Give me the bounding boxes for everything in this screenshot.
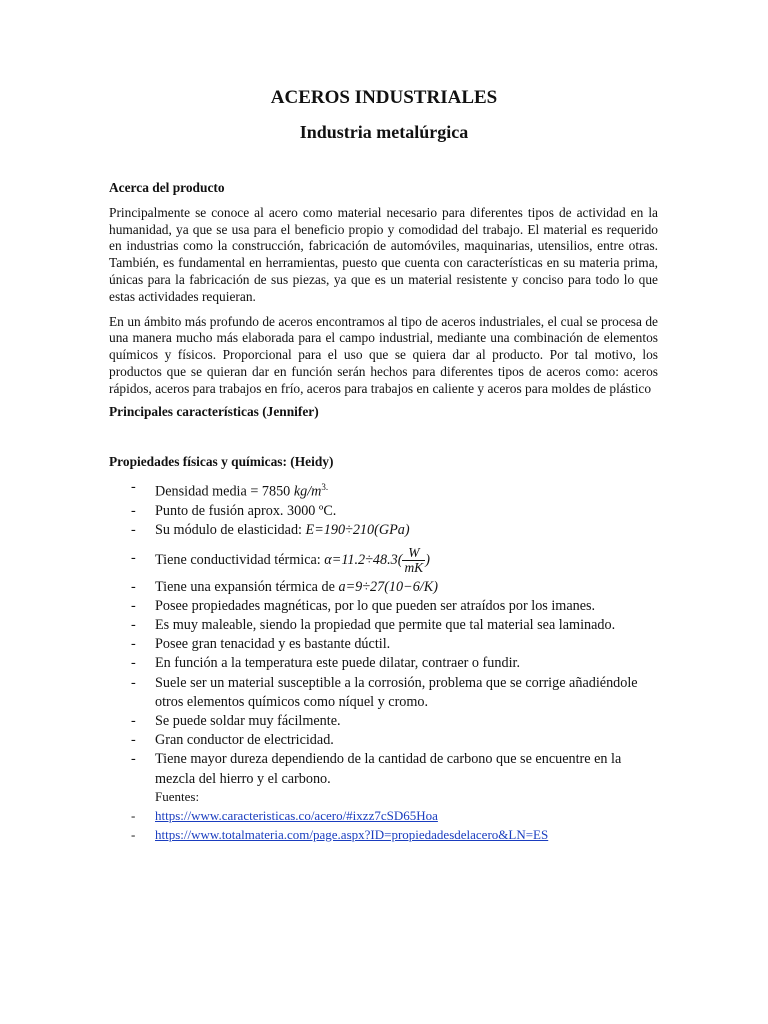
list-item	[109, 597, 658, 616]
list-item	[109, 731, 658, 750]
document-subtitle: Industria metalúrgica	[299, 122, 469, 142]
paragraph: En un ámbito más profundo de aceros encontramos al tipo de aceros industriales, el cual se procesa de una manera mucho más elaborada para el campo industrial, mediante una combinación de elementos químicos y físicos. Proporcional para el uso que se quiera dar al producto. Por tal motivo, los productos que se quieran dar en función serán hechos para diferentes tipos de aceros como: aceros rápidos, aceros para trabajos en frío, aceros para trabajos en caliente y aceros para moldes de plástico	[109, 313, 658, 396]
math-formula: a=9÷27(10−6/K)	[338, 578, 438, 595]
bullet-dash: -	[131, 597, 136, 614]
bullet-dash: -	[131, 807, 136, 823]
sources-list	[109, 806, 658, 844]
item-text: Tiene mayor dureza dependiendo de la cantidad de carbono que se encuentre en la mezcla del hierro y el carbono.	[155, 751, 622, 787]
item-text: Suele ser un material susceptible a la corrosión, problema que se corrige añadiéndole otros elementos químicos como níquel y cromo.	[155, 674, 638, 710]
bullet-dash: -	[131, 522, 136, 539]
math-fraction	[402, 546, 425, 575]
bullet-dash: -	[131, 674, 136, 691]
item-text: Es muy maleable, siendo la propiedad que permite que tal material sea laminado.	[155, 616, 616, 633]
list-item	[109, 616, 658, 635]
item-text: Punto de fusión aprox. 3000 ºC.	[155, 503, 337, 520]
document-title: ACEROS INDUSTRIALES	[270, 87, 498, 108]
math-close: )	[425, 551, 430, 568]
list-item	[109, 750, 658, 788]
item-text: Posee gran tenacidad y es bastante dúctil.	[155, 636, 391, 653]
bullet-dash: -	[131, 826, 136, 842]
section-heading-properties: Propiedades físicas y químicas: (Heidy)	[109, 454, 334, 470]
item-text: En función a la temperatura este puede dilatar, contraer o fundir.	[155, 655, 520, 672]
bullet-dash: -	[131, 479, 136, 496]
list-item	[109, 806, 658, 825]
bullet-dash: -	[131, 549, 136, 566]
math-unit: kg/m	[293, 483, 322, 500]
item-text: Gran conductor de electricidad.	[155, 732, 334, 749]
paragraph: Principalmente se conoce al acero como material necesario para diferentes tipos de actividad en la humanidad, ya que se usa para el beneficio propio y comodidad del trabajo. El material es requerido en industrias como la construcción, fabricación de automóviles, maquinarias, utensilios, entre otras. También, es fundamental en herramientas, puesto que cuenta con características en su materia prima, únicas para la fabricación de sus piezas, ya que es un material resistente y conciso para todo lo que estas actividades requieran.	[109, 204, 658, 304]
bullet-dash: -	[131, 636, 136, 653]
bullet-dash: -	[131, 732, 136, 749]
item-text: Tiene conductividad térmica:	[155, 551, 325, 568]
list-item	[109, 712, 658, 731]
bullet-dash: -	[131, 503, 136, 520]
document-body	[109, 180, 658, 844]
item-text: Tiene una expansión térmica de	[155, 578, 339, 595]
item-text: Densidad media = 7850	[155, 483, 294, 500]
bullet-dash: -	[131, 655, 136, 672]
list-item	[109, 674, 658, 712]
source-link[interactable]: https://www.caracteristicas.co/acero/#ixzz7cSD65Hoa	[155, 807, 438, 823]
item-text: Su módulo de elasticidad:	[155, 522, 306, 539]
fraction-denominator: mK	[404, 559, 424, 575]
fraction-numerator: W	[402, 546, 425, 561]
bullet-dash: -	[131, 712, 136, 729]
math-exponent: 3.	[321, 482, 329, 493]
math-formula: α=11.2÷48.3(	[324, 551, 403, 568]
section-heading-about: Acerca del producto	[109, 180, 225, 195]
list-item	[109, 541, 658, 578]
list-item	[109, 578, 658, 597]
list-item	[109, 635, 658, 654]
list-item	[109, 825, 658, 844]
list-item	[109, 478, 658, 502]
section-heading-characteristics: Principales características (Jennifer)	[109, 403, 319, 419]
item-text: Se puede soldar muy fácilmente.	[155, 712, 341, 729]
bullet-dash: -	[131, 616, 136, 633]
bullet-dash: -	[131, 751, 136, 768]
sources-label: Fuentes:	[155, 788, 200, 804]
list-item	[109, 502, 658, 521]
math-formula: E=190÷210(GPa)	[305, 522, 410, 539]
bullet-dash: -	[131, 578, 136, 595]
properties-list	[109, 478, 658, 789]
list-item	[109, 521, 658, 540]
item-text: Posee propiedades magnéticas, por lo que pueden ser atraídos por los imanes.	[155, 597, 596, 614]
source-link[interactable]: https://www.totalmateria.com/page.aspx?ID=propiedadesdelacero&LN=ES	[155, 826, 549, 842]
list-item	[109, 654, 658, 673]
